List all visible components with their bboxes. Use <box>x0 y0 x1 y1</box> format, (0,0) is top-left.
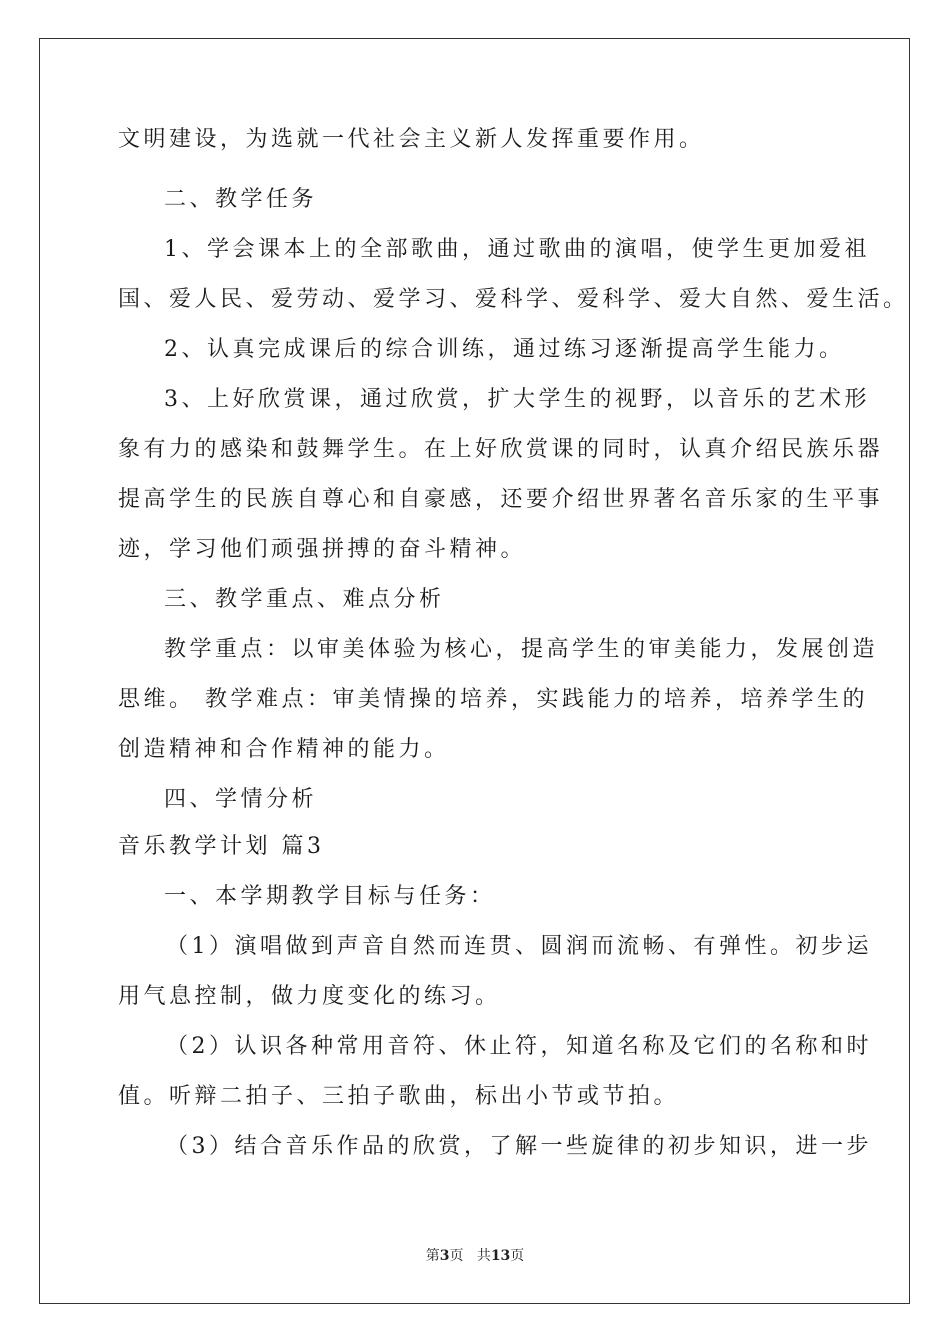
page-frame <box>39 38 910 1304</box>
text-line: 用气息控制，做力度变化的练习。 <box>118 984 501 1009</box>
section-heading: 一、本学期教学目标与任务： <box>164 884 496 909</box>
text-line: 迹，学习他们顽强拼搏的奋斗精神。 <box>118 537 527 562</box>
text-line: （1）演唱做到声音自然而连贯、圆润而流畅、有弹性。初步运 <box>166 934 872 959</box>
text-line: 思维。 教学难点：审美情操的培养，实践能力的培养，培养学生的 <box>118 687 868 712</box>
section-heading: 四、学情分析 <box>164 787 318 812</box>
total-prefix: 共 <box>476 1248 491 1264</box>
text-line: （2）认识各种常用音符、休止符，知道名称及它们的名称和时 <box>166 1034 872 1059</box>
page-prefix: 第 <box>425 1248 440 1264</box>
section-heading: 三、教学重点、难点分析 <box>164 587 445 612</box>
text-line: 1、学会课本上的全部歌曲，通过歌曲的演唱，使学生更加爱祖 <box>164 237 870 262</box>
text-line: 教学重点：以审美体验为核心，提高学生的审美能力，发展创造 <box>164 637 879 662</box>
section-heading: 二、教学任务 <box>164 187 318 212</box>
total-pages: 13 <box>490 1248 511 1264</box>
text-line: 国、爱人民、爱劳动、爱学习、爱科学、爱科学、爱大自然、爱生活。 <box>118 287 909 312</box>
text-line: 提高学生的民族自尊心和自豪感，还要介绍世界著名音乐家的生平事 <box>118 487 884 512</box>
page-suffix: 页 <box>449 1248 464 1264</box>
text-line: 值。听辩二拍子、三拍子歌曲，标出小节或节拍。 <box>118 1084 680 1109</box>
text-line: 象有力的感染和鼓舞学生。在上好欣赏课的同时，认真介绍民族乐器 <box>118 437 884 462</box>
text-line: 文明建设，为选就一代社会主义新人发挥重要作用。 <box>118 127 705 152</box>
page-number: 3 <box>439 1248 450 1264</box>
total-suffix: 页 <box>510 1248 525 1264</box>
text-line: 创造精神和合作精神的能力。 <box>118 737 450 762</box>
text-line: （3）结合音乐作品的欣赏，了解一些旋律的初步知识，进一步 <box>166 1134 872 1159</box>
text-line: 2、认真完成课后的综合训练，通过练习逐渐提高学生能力。 <box>164 337 845 362</box>
article-title: 音乐教学计划 篇3 <box>118 834 325 859</box>
page-footer <box>0 1247 950 1265</box>
text-line: 3、上好欣赏课，通过欣赏，扩大学生的视野，以音乐的艺术形 <box>164 387 870 412</box>
